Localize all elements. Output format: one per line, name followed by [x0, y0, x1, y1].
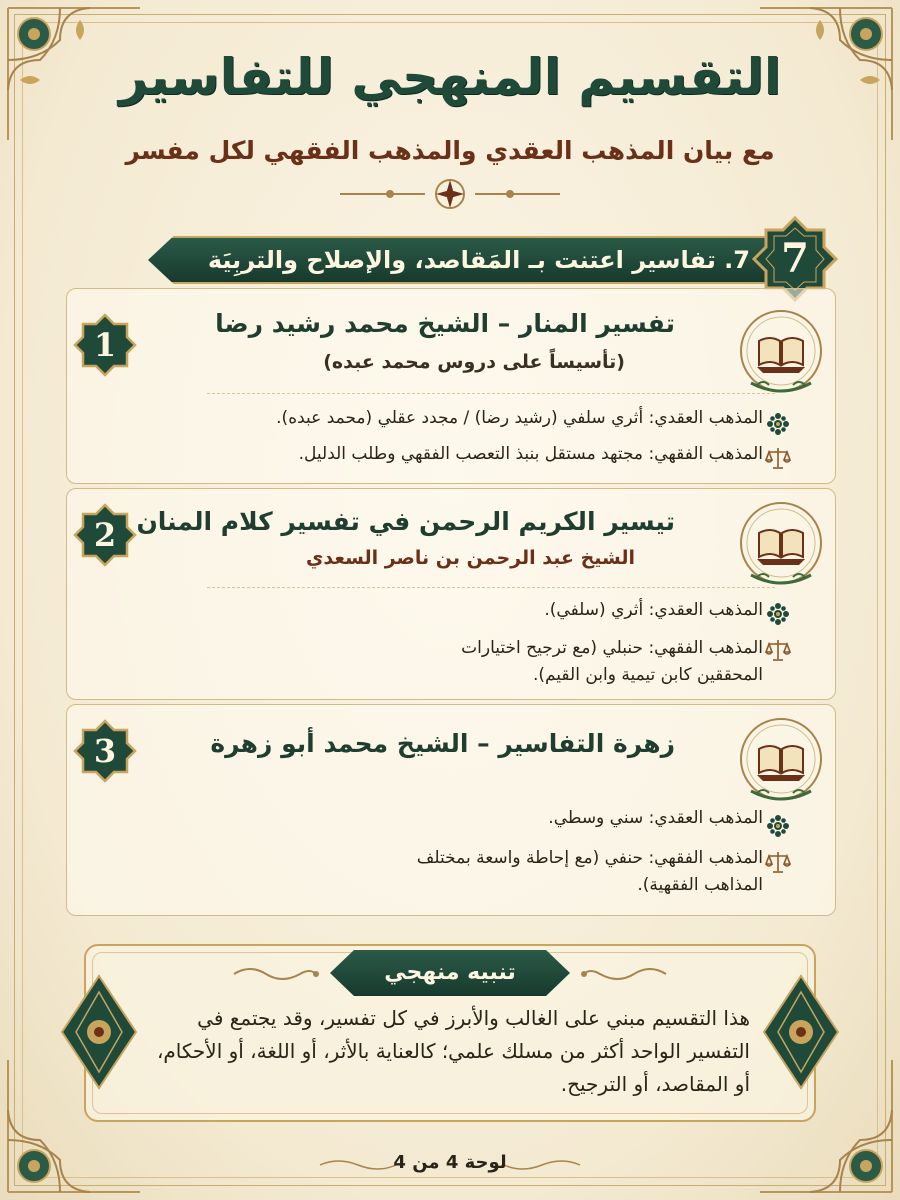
tafsir-card-3: [66, 704, 836, 916]
creed-line: المذهب العقدي: أثري سلفي (رشيد رضا) / مجدد عقلي (محمد عبده).: [276, 408, 763, 428]
scales-icon: [765, 637, 791, 663]
creed-line: المذهب العقدي: أثري (سلفي).: [544, 600, 763, 620]
page-number-footer: لوحة 4 من 4: [393, 1152, 507, 1173]
fiqh-line: المذهب الفقهي: حنفي (مع إحاطة واسعة بمختلف المذاهب الفقهية).: [416, 848, 763, 895]
fiqh-line: المذهب الفقهي: حنبلي (مع ترجيح اختيارات المحققين كابن تيمية وابن القيم).: [461, 638, 763, 685]
flourish-icon: [580, 962, 670, 986]
fiqh-line: المذهب الفقهي: مجتهد مستقل بنبذ التعصب الفقهي وطلب الدليل.: [298, 444, 763, 464]
card-divider: [207, 393, 775, 394]
card-title: زهرة التفاسير – الشيخ محمد أبو زهرة: [210, 729, 675, 758]
flower-icon: [765, 601, 791, 627]
side-ornament-icon: [56, 972, 142, 1092]
section-title: 7. تفاسير اعتنت بـ المَقاصد، والإصلاح والتربِيَة: [207, 246, 750, 274]
flower-icon: [765, 411, 791, 437]
note-text: هذا التقسيم مبني على الغالب والأبرز في كل تفسير، وقد يجتمع في التفسير الواحد أكثر من مسلك علمي؛ كالعناية بالأثر، أو اللغة، أو الأحكام، أو المقاصد، أو الترجيح.: [156, 1006, 750, 1096]
quran-book-icon: [735, 715, 827, 811]
quran-book-icon: [735, 499, 827, 595]
page-subtitle: مع بيان المذهب العقدي والمذهب الفقهي لكل مفسر: [125, 136, 775, 165]
creed-line: المذهب العقدي: سني وسطي.: [548, 808, 763, 828]
card-title: تيسير الكريم الرحمن في تفسير كلام المنان: [136, 507, 675, 536]
card-number: 2: [93, 516, 117, 554]
card-number: 1: [93, 326, 117, 364]
note-label: تنبيه منهجي: [384, 960, 516, 985]
page-title: التقسيم المنهجي للتفاسير: [118, 48, 782, 106]
flourish-icon: [230, 962, 320, 986]
section-number: 7: [781, 235, 809, 282]
tafsir-card-1: [66, 288, 836, 484]
card-title: تفسير المنار – الشيخ محمد رشيد رضا: [215, 309, 675, 338]
flower-icon: [765, 813, 791, 839]
scales-icon: [765, 445, 791, 471]
quran-book-icon: [735, 307, 827, 403]
divider-ornament-icon: [330, 172, 570, 216]
card-divider: [207, 587, 775, 588]
scales-icon: [765, 849, 791, 875]
card-subtitle: (تأسيساً على دروس محمد عبده): [323, 351, 625, 373]
card-number: 3: [93, 732, 117, 770]
card-subtitle: الشيخ عبد الرحمن بن ناصر السعدي: [306, 547, 635, 569]
tafsir-card-2: [66, 488, 836, 700]
side-ornament-icon: [758, 972, 844, 1092]
